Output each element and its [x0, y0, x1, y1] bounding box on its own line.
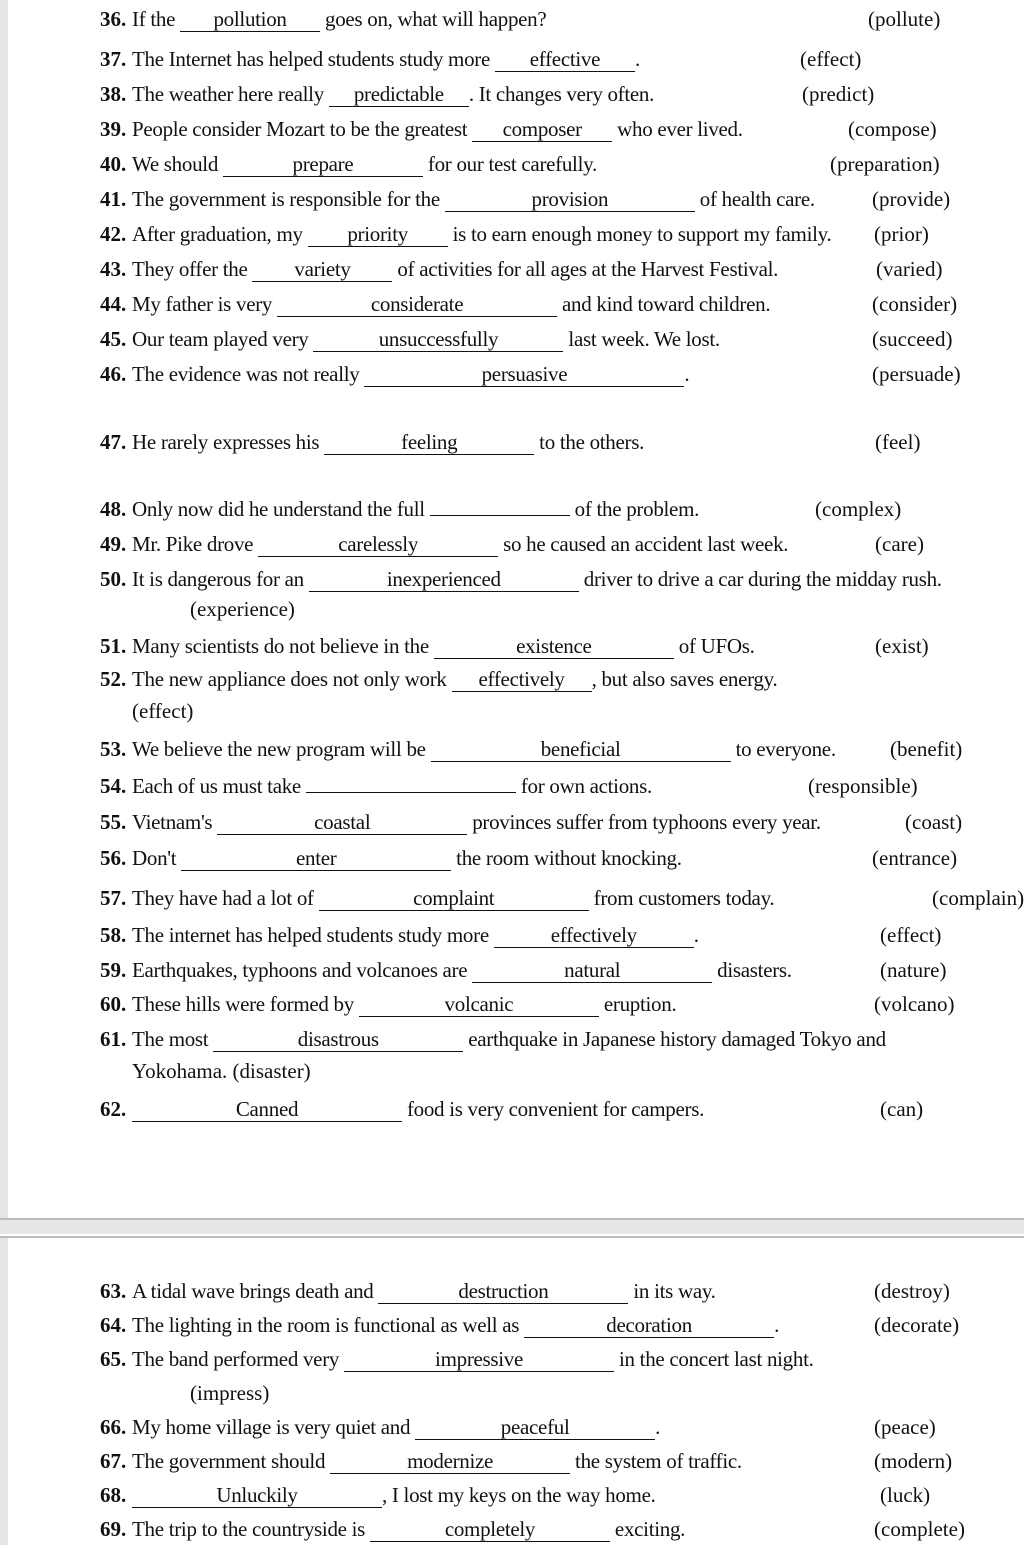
answer-blank[interactable]: effective [495, 47, 635, 72]
answer-blank[interactable]: pollution [180, 7, 320, 32]
word-hint: (impress) [190, 1381, 270, 1405]
answer-blank[interactable]: persuasive [364, 362, 684, 387]
answer-blank[interactable]: considerate [277, 292, 557, 317]
question-68: 68. Unluckily , I lost my keys on the way home. (luck) [0, 1480, 1024, 1514]
word-hint: (effect) [132, 699, 194, 723]
word-hint: (can) [880, 1097, 924, 1121]
question-43: 43. They offer the variety of activities for all ages at the Harvest Festival. (varied) [0, 254, 1024, 288]
word-hint: (destroy) [874, 1279, 950, 1303]
question-64: 64. The lighting in the room is functional as well as decoration . (decorate) [0, 1310, 1024, 1344]
word-hint: (consider) [872, 292, 958, 316]
question-52: 52. The new appliance does not only work effectively , but also saves energy. (effect) [0, 664, 1024, 728]
question-56: 56. Don't enter the room without knocking. (entrance) [0, 843, 1024, 877]
answer-blank[interactable]: destruction [378, 1279, 628, 1304]
word-hint: (preparation) [830, 152, 940, 176]
answer-blank[interactable]: modernize [330, 1449, 570, 1474]
question-54: 54. Each of us must take for own actions. (responsible) [0, 771, 1024, 805]
question-57: 57. They have had a lot of complaint from customers today. (complain) [0, 883, 1024, 917]
answer-blank[interactable]: effectively [452, 667, 592, 692]
question-38: 38. The weather here really predictable . It changes very often. (predict) [0, 79, 1024, 113]
question-49: 49. Mr. Pike drove carelessly so he caused an accident last week. (care) [0, 529, 1024, 563]
word-hint: (provide) [872, 187, 951, 211]
word-hint: (succeed) [872, 327, 953, 351]
word-hint: (complex) [815, 497, 902, 521]
answer-blank[interactable]: peaceful [415, 1415, 655, 1440]
answer-blank[interactable]: Canned [132, 1097, 402, 1122]
answer-blank[interactable]: prepare [223, 152, 423, 177]
question-51: 51. Many scientists do not believe in the existence of UFOs. (exist) [0, 631, 1024, 665]
question-60: 60. These hills were formed by volcanic eruption. (volcano) [0, 989, 1024, 1023]
word-hint: (modern) [874, 1449, 953, 1473]
question-67: 67. The government should modernize the system of traffic. (modern) [0, 1446, 1024, 1480]
answer-blank[interactable]: natural [472, 958, 712, 983]
word-hint: (coast) [905, 810, 963, 834]
question-62: 62. Canned food is very convenient for campers. (can) [0, 1094, 1024, 1128]
word-hint: (prior) [874, 222, 929, 246]
question-45: 45. Our team played very unsuccessfully last week. We lost. (succeed) [0, 324, 1024, 358]
word-hint: (peace) [874, 1415, 936, 1439]
answer-blank[interactable]: provision [445, 187, 695, 212]
word-hint: (decorate) [874, 1313, 960, 1337]
answer-blank[interactable]: decoration [524, 1313, 774, 1338]
question-50: 50. It is dangerous for an inexperienced driver to drive a car during the midday rush. (experience) [0, 564, 1024, 628]
word-hint: (exist) [875, 634, 929, 658]
question-42: 42. After graduation, my priority is to earn enough money to support my family. (prior) [0, 219, 1024, 253]
answer-blank[interactable]: feeling [324, 430, 534, 455]
answer-blank[interactable]: effectively [494, 923, 694, 948]
word-hint: (pollute) [868, 7, 941, 31]
word-hint: Yokohama. (disaster) [132, 1059, 311, 1083]
question-41: 41. The government is responsible for the provision of health care. (provide) [0, 184, 1024, 218]
word-hint: (care) [875, 532, 924, 556]
answer-blank[interactable]: priority [308, 222, 448, 247]
answer-blank[interactable]: coastal [217, 810, 467, 835]
word-hint: (persuade) [872, 362, 961, 386]
question-48: 48. Only now did he understand the full of the problem. (complex) [0, 494, 1024, 528]
word-hint: (predict) [802, 82, 875, 106]
answer-blank[interactable]: variety [252, 257, 392, 282]
word-hint: (responsible) [808, 774, 918, 798]
question-53: 53. We believe the new program will be beneficial to everyone. (benefit) [0, 734, 1024, 768]
question-39: 39. People consider Mozart to be the greatest composer who ever lived. (compose) [0, 114, 1024, 148]
word-hint: (complete) [874, 1517, 965, 1541]
answer-blank[interactable]: carelessly [258, 532, 498, 557]
question-59: 59. Earthquakes, typhoons and volcanoes are natural disasters. (nature) [0, 955, 1024, 989]
word-hint: (compose) [848, 117, 937, 141]
answer-blank[interactable]: disastrous [213, 1027, 463, 1052]
question-40: 40. We should prepare for our test carefully. (preparation) [0, 149, 1024, 183]
word-hint: (feel) [875, 430, 921, 454]
question-44: 44. My father is very considerate and kind toward children. (consider) [0, 289, 1024, 323]
answer-blank[interactable]: composer [472, 117, 612, 142]
answer-blank[interactable]: inexperienced [309, 567, 579, 592]
answer-blank[interactable]: unsuccessfully [313, 327, 563, 352]
word-hint: (entrance) [872, 846, 958, 870]
word-hint: (experience) [190, 597, 295, 621]
answer-blank[interactable]: beneficial [431, 737, 731, 762]
answer-blank[interactable]: enter [181, 846, 451, 871]
question-47: 47. He rarely expresses his feeling to the others. (feel) [0, 427, 1024, 461]
question-number: 36. [100, 7, 127, 31]
question-69: 69. The trip to the countryside is completely exciting. (complete) [0, 1514, 1024, 1548]
word-hint: (volcano) [874, 992, 955, 1016]
question-58: 58. The internet has helped students study more effectively . (effect) [0, 920, 1024, 954]
word-hint: (complain) [932, 886, 1024, 910]
answer-blank[interactable]: Unluckily [132, 1483, 382, 1508]
answer-blank[interactable]: volcanic [359, 992, 599, 1017]
word-hint: (luck) [880, 1483, 931, 1507]
answer-blank[interactable]: completely [370, 1517, 610, 1542]
word-hint: (effect) [880, 923, 942, 947]
word-hint: (nature) [880, 958, 947, 982]
question-46: 46. The evidence was not really persuasive . (persuade) [0, 359, 1024, 393]
answer-blank[interactable]: predictable [329, 82, 469, 107]
answer-blank[interactable]: impressive [344, 1347, 614, 1372]
question-61: 61. The most disastrous earthquake in Japanese history damaged Tokyo and Yokohama. (disaster) [0, 1024, 1024, 1088]
worksheet-page-2 [0, 1236, 1024, 1545]
page-gap [0, 1220, 1024, 1234]
word-hint: (benefit) [890, 737, 963, 761]
answer-blank[interactable]: existence [434, 634, 674, 659]
question-36: 36. If the pollution goes on, what will happen? (pollute) [0, 4, 1024, 38]
word-hint: (varied) [876, 257, 943, 281]
question-66: 66. My home village is very quiet and peaceful . (peace) [0, 1412, 1024, 1446]
question-37: 37. The Internet has helped students study more effective . (effect) [0, 44, 1024, 78]
word-hint: (effect) [800, 47, 862, 71]
question-63: 63. A tidal wave brings death and destruction in its way. (destroy) [0, 1276, 1024, 1310]
answer-blank[interactable] [306, 792, 516, 793]
answer-blank[interactable] [430, 515, 570, 516]
answer-blank[interactable]: complaint [319, 886, 589, 911]
question-65: 65. The band performed very impressive in the concert last night. (impress) [0, 1344, 1024, 1408]
question-55: 55. Vietnam's coastal provinces suffer from typhoons every year. (coast) [0, 807, 1024, 841]
